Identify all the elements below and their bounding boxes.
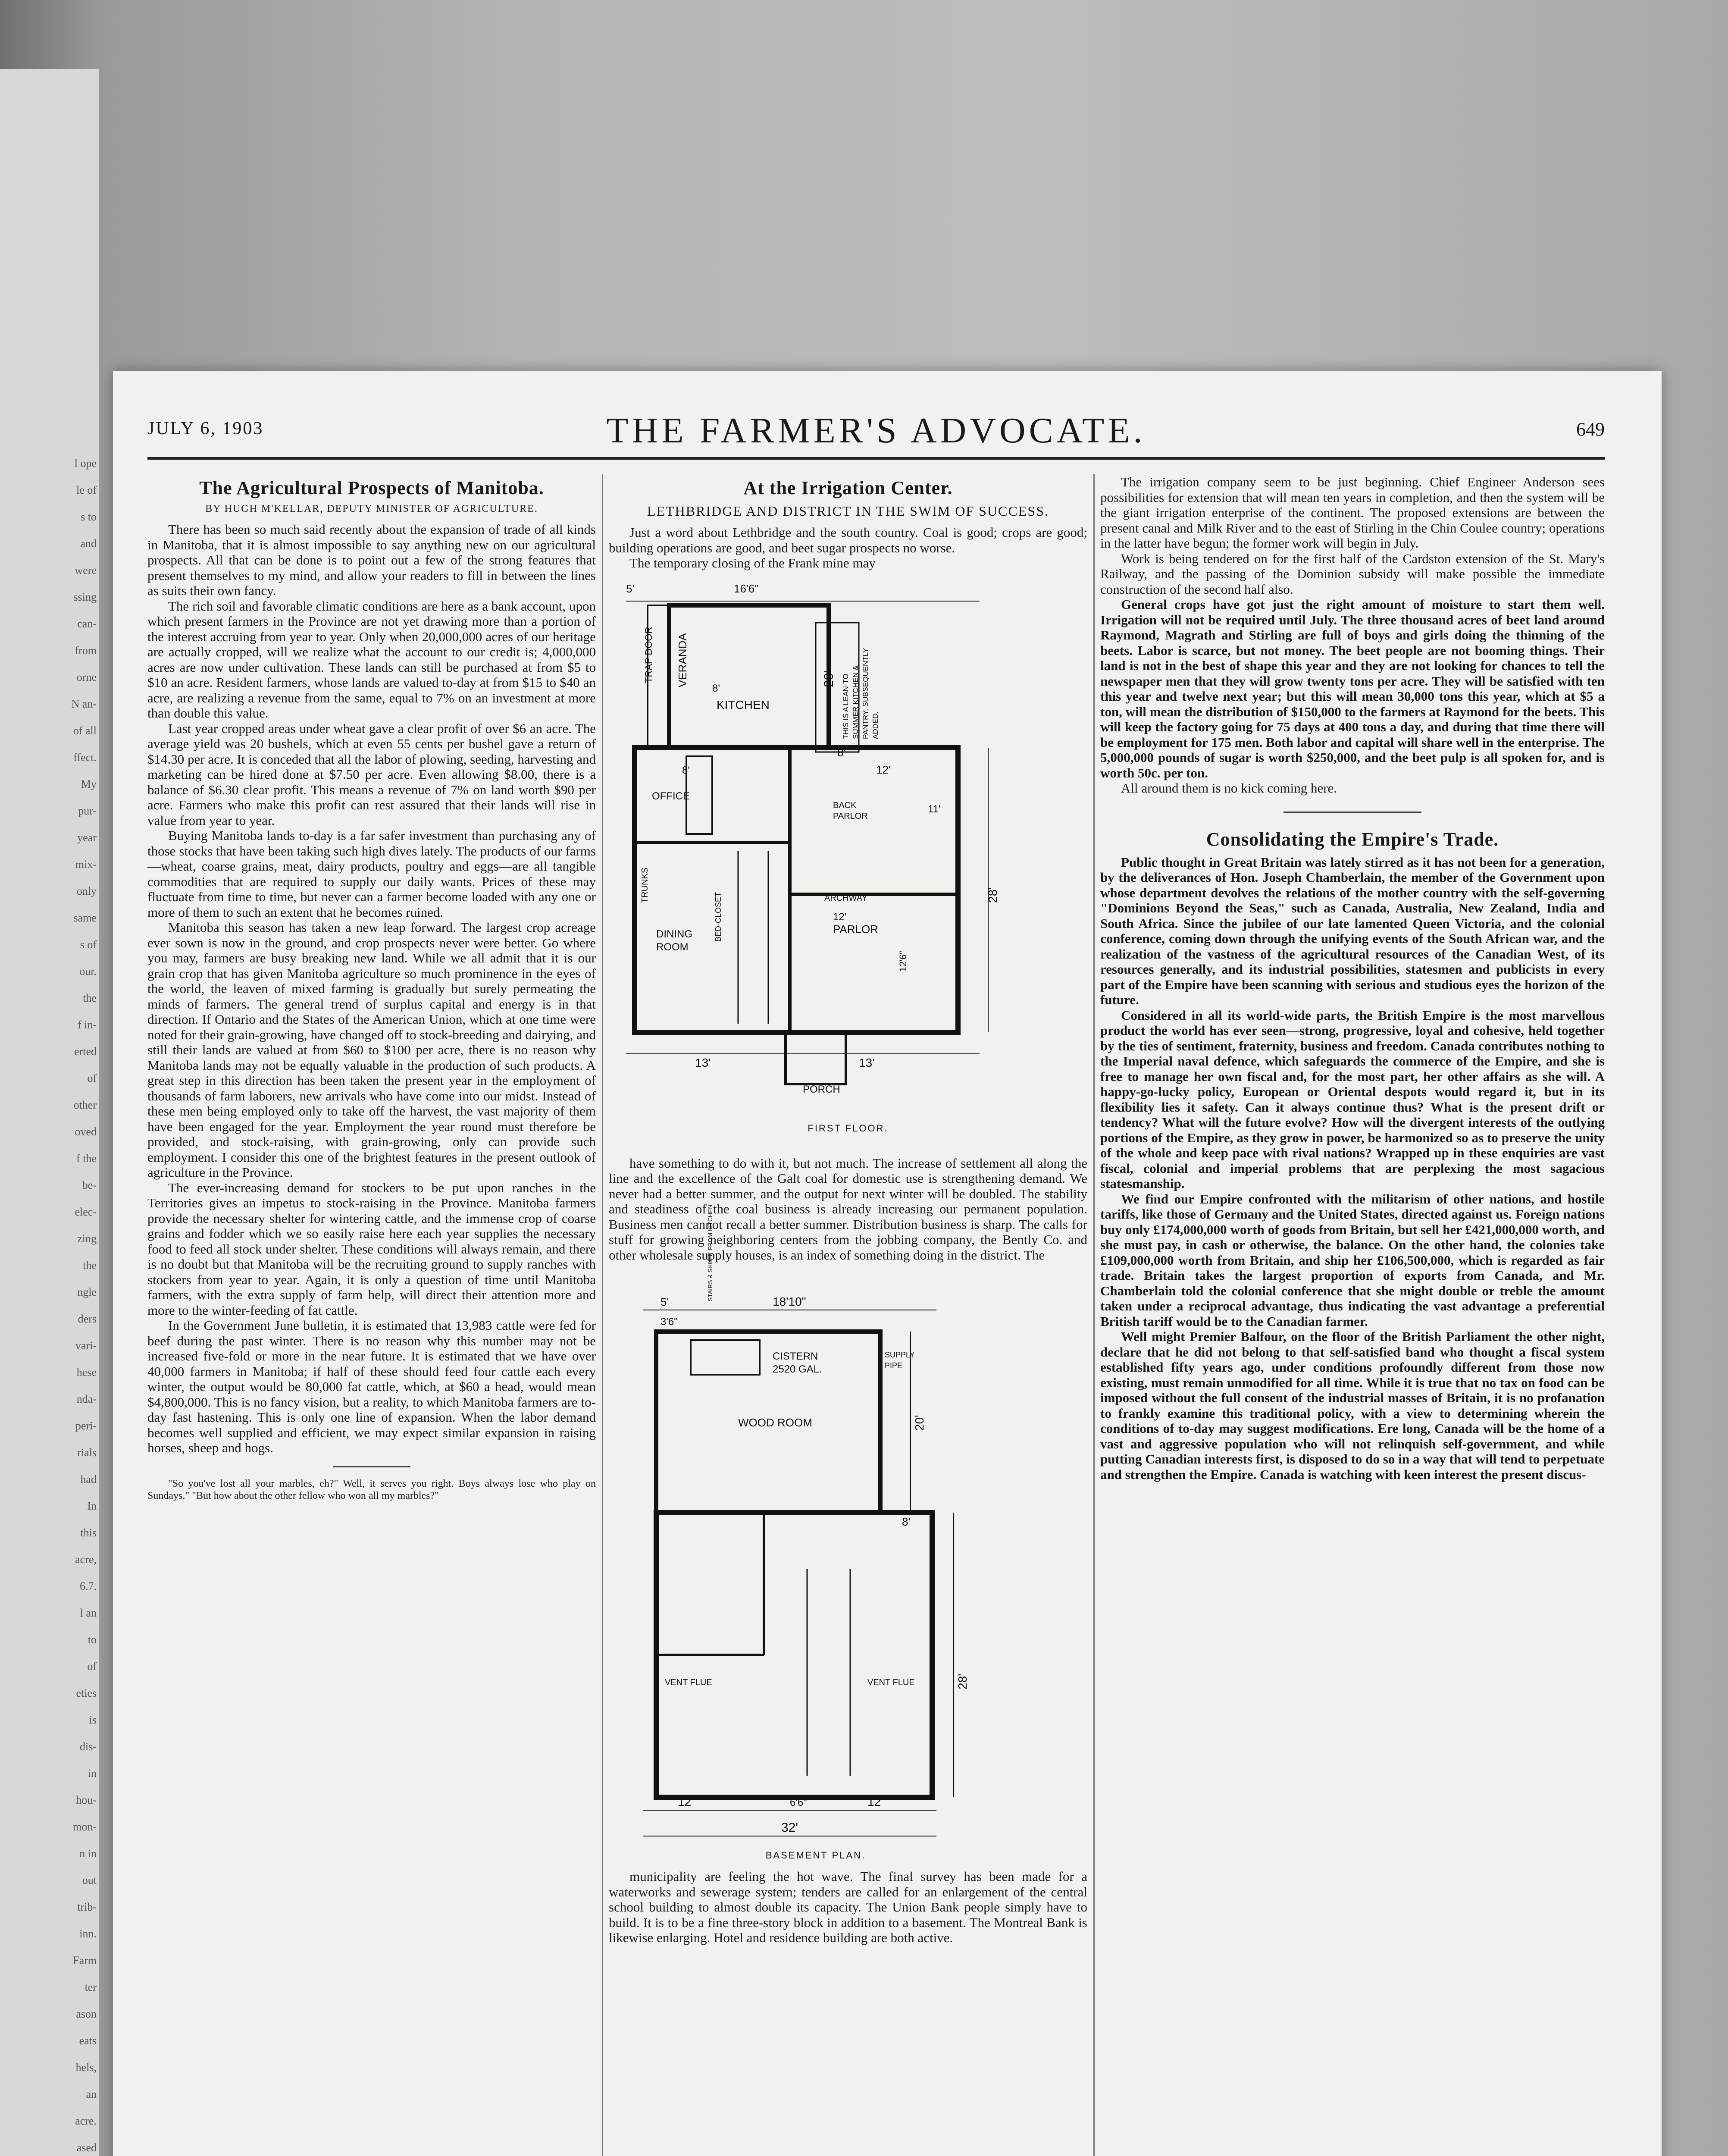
- plan-label: [661, 1295, 669, 1308]
- previous-page-fragment: to: [88, 1633, 97, 1646]
- previous-page-fragment: and: [80, 537, 97, 550]
- previous-page-edge: [0, 69, 99, 2156]
- previous-page-fragment: hou-: [76, 1794, 97, 1806]
- previous-page-fragment: out: [82, 1874, 97, 1887]
- previous-page-fragment: l ope: [74, 457, 97, 470]
- previous-page-fragment: same: [73, 912, 97, 924]
- previous-page-fragment: erted: [74, 1045, 97, 1058]
- plan-label: [640, 867, 650, 903]
- previous-page-fragment: s of: [80, 938, 97, 951]
- plan-label: [661, 1316, 678, 1328]
- first-floor-plan: [609, 575, 1087, 1149]
- previous-page-fragment: the: [83, 1259, 97, 1272]
- svg-text:13': 13': [695, 1056, 711, 1069]
- svg-text:VENT FLUE: VENT FLUE: [665, 1678, 712, 1687]
- plan-label: [665, 1678, 712, 1687]
- svg-text:PIPE: PIPE: [885, 1361, 903, 1370]
- svg-text:5': 5': [661, 1295, 669, 1308]
- previous-page-fragment: peri-: [75, 1420, 97, 1432]
- article-paragraph: have something to do with it, but not much. The increase of settlement all along the line and the excellence of the Galt coal for domestic use is strengthening demand. We never had a better summer, and the output for next winter will be doubled. The stability and steadiness of the coal business is already increasing our permanent population. Business men cannot recall a better summer. Distribution business is sharp. The calls for stuff for growing neighboring centers from the jobbing company, the Bently Co. and other wholesale supply houses, is an index of something doing in the district. The: [609, 1155, 1087, 1263]
- plan-label: [824, 893, 867, 903]
- previous-page-fragment: eties: [76, 1687, 97, 1699]
- svg-text:BACK: BACK: [833, 800, 857, 810]
- previous-page-fragment: trib-: [77, 1901, 97, 1913]
- svg-text:12': 12': [833, 911, 847, 923]
- filler-quote: "So you've lost all your marbles, eh?" Well, it serves you right. Boys always lose who play on Sundays." "But how about the other fellow who won all my marbles?": [147, 1478, 596, 1501]
- article-paragraph: Just a word about Lethbridge and the south country. Coal is good; crops are good; building operations are good, and beet sugar prospects no worse.: [609, 525, 1087, 555]
- plan-label: [861, 648, 870, 739]
- plan-label: [833, 911, 846, 923]
- svg-text:28': 28': [956, 1673, 969, 1689]
- svg-text:18'10": 18'10": [773, 1295, 806, 1308]
- svg-text:20': 20': [913, 1415, 926, 1431]
- article-paragraph: There has been so much said recently about the expansion of trade of all kinds in Manitoba, that it is almost impossible to say anything new on our agricultural prospects. All that can be done is to point out a few of the strong features that present themselves to my mind, and allow your readers to fill in between the lines as suits their own fancy.: [147, 522, 596, 598]
- previous-page-fragment: only: [76, 885, 97, 897]
- svg-text:PORCH: PORCH: [803, 1083, 840, 1095]
- previous-page-fragment: acre.: [75, 2115, 97, 2127]
- article-paragraph: municipality are feeling the hot wave. The final survey has been made for a waterworks and sewerage system; tenders are called for an enlargement of the central school building to almost double its capacity. The Union Bank people simply have to build. It is to be a fine three-story block in addition to a basement. The Montreal Bank is likewise enlarging. Hotel and residence building are both active.: [609, 1869, 1087, 1945]
- article-title: At the Irrigation Center.: [743, 477, 953, 498]
- header-date: JULY 6, 1903: [147, 419, 264, 439]
- plan-label: [734, 582, 759, 595]
- plan-label: [867, 1678, 915, 1687]
- previous-page-fragment: acre,: [75, 1553, 97, 1566]
- column-1: [147, 474, 596, 1502]
- plan-label: [885, 1361, 902, 1370]
- svg-text:16'6": 16'6": [734, 582, 759, 595]
- plan-label: [773, 1363, 822, 1375]
- svg-text:VENT FLUE: VENT FLUE: [867, 1678, 915, 1687]
- previous-page-fragment: this: [80, 1526, 97, 1539]
- article-paragraph: Buying Manitoba lands to-day is a far safer investment than purchasing any of those stocks that have been taking such high dives lately. The products of our farms—wheat, coarse grains, meat, dairy products, poultry and eggs—are all tangible commodities that are required to supply our daily wants. Prices of these may fluctuate from time to time, but never can a farmer become loaded with any one or more of them to such an extent that he becomes ruined.: [147, 828, 596, 920]
- plan-label: [773, 1351, 818, 1362]
- previous-page-fragment: from: [75, 644, 97, 657]
- svg-text:PANTRY, SUBSEQUENTLY: PANTRY, SUBSEQUENTLY: [861, 648, 870, 739]
- plan-label: [867, 1795, 883, 1808]
- svg-text:6'6": 6'6": [790, 1797, 807, 1808]
- plan-label: [902, 1515, 910, 1528]
- previous-page-fragment: ders: [78, 1313, 97, 1325]
- svg-text:PARLOR: PARLOR: [833, 811, 868, 821]
- svg-text:13': 13': [859, 1056, 875, 1069]
- svg-text:CISTERN: CISTERN: [773, 1351, 818, 1362]
- plan-label: [803, 1084, 840, 1095]
- article-paragraph: Well might Premier Balfour, on the floor of the British Parliament the other night, declare that he did not belong to that self-satisfied band who thought a fiscal system established fifty years ago, under conditions profoundly different from those now existing, must remain unmodified for all time. While it is true that no tax on food can be imposed without the full consent of the industrial masses of Britain, it is no profanation to frankly examine this traditional policy, with a view to determining wherein the conditions of to-day may suggest modifications. Ere long, Canada will be the home of a vast and aggressive population who will not relinquish self-government, and while putting Canadian interests first, is disposed to do so in a way that will tend to perpetuate and strengthen the Empire. Canada is watching with keen interest the present discus-: [1100, 1329, 1605, 1482]
- plan-label: [837, 746, 845, 759]
- plan-label: [656, 941, 689, 953]
- column-rule: [1093, 474, 1095, 2156]
- plan-label: [626, 582, 634, 595]
- previous-page-fragment: is: [89, 1714, 97, 1726]
- article-paragraph: The ever-increasing demand for stockers to be put upon ranches in the Territories gives an impetus to stock-raising in the Province. Manitoba farmers provide the necessary shelter for wintering cattle, and the immense crop of coarse grains and fodder which we so easily raise here each year supplies the necessary food to feed all stock under shelter. These conditions will always remain, and there is no doubt but that Manitoba will be the recruiting ground to supply ranches with stockers from year to year. Again, it is only a question of time until Manitoba farmers, with the extra supply of farm help, will direct their attention more and more to the winter-feeding of fat cattle.: [147, 1180, 596, 1318]
- previous-page-fragment: ssing: [73, 591, 97, 603]
- article-paragraph: All around them is no kick coming here.: [1121, 780, 1337, 796]
- article-title: The Agricultural Prospects of Manitoba.: [199, 477, 544, 498]
- article-subhead: LETHBRIDGE AND DISTRICT IN THE SWIM OF SUCCESS.: [647, 503, 1049, 519]
- previous-page-fragment: other: [73, 1099, 97, 1111]
- svg-text:VERANDA: VERANDA: [676, 633, 689, 687]
- svg-text:3'6": 3'6": [661, 1316, 678, 1328]
- article-paragraph: In the Government June bulletin, it is estimated that 13,983 cattle were fed for beef during the past winter. There is no reason why this number may not be increased five-fold or more in the near future. It is estimated that we have over 40,000 farmers in Manitoba; if half of these should feed four cattle each every winter, the output would be 80,000 fat cattle, which, at $60 a head, would mean $4,800,000. This is no fancy vision, but a reality, to which Manitoba farmers are to-day fast hastening. This is only one line of expansion. When the labor demand becomes well supplied and efficient, we may expect similar expansion in raising horses, sheep and hogs.: [147, 1318, 596, 1455]
- svg-text:FIRST FLOOR.: FIRST FLOOR.: [808, 1122, 889, 1134]
- previous-page-fragment: My: [81, 778, 97, 790]
- previous-page-fragment: hese: [76, 1366, 97, 1379]
- svg-text:2520 GAL.: 2520 GAL.: [773, 1363, 822, 1375]
- svg-text:ROOM: ROOM: [656, 941, 689, 953]
- plan-label: [712, 683, 720, 694]
- previous-page-fragment: of: [87, 1660, 97, 1673]
- article-byline: BY HUGH M'KELLAR, DEPUTY MINISTER OF AGRICULTURE.: [205, 503, 538, 514]
- plan-label: [643, 627, 654, 683]
- plan-label: [717, 698, 770, 711]
- previous-page-fragment: mix-: [75, 858, 97, 871]
- svg-text:PARLOR: PARLOR: [833, 922, 878, 936]
- svg-text:12': 12': [867, 1795, 883, 1808]
- previous-page-fragment: of: [87, 1072, 97, 1084]
- previous-page-fragment: ased: [76, 2141, 97, 2154]
- svg-text:8': 8': [902, 1515, 911, 1528]
- previous-page-fragment: ngle: [77, 1286, 97, 1298]
- previous-page-fragment: rials: [77, 1446, 97, 1459]
- previous-page-fragment: vari-: [75, 1339, 97, 1352]
- plan-label: [707, 1204, 714, 1301]
- previous-page-fragment: dis-: [80, 1740, 97, 1753]
- newspaper-page: [113, 371, 1662, 2156]
- article-paragraph: Public thought in Great Britain was lately stirred as it has not been for a generation, by the deliverances of Hon. Joseph Chamberlain, the member of the Government upon whose department devolves the relations of the mother country with the self-governing "Dominions Beyond the Seas," such as Canada, Australia, New Zealand, India and South Africa. Since the jubilee of our late lamented Queen Victoria, and the colonial conference, coming down through the unifying events of the South African war, and the realization of the vastness of the agricultural resources of the Canadian West, of its resources generally, and its industrial possibilities, statesmen and publicists in every part of the Empire have been scanning with serious and studious eyes the horizon of the future.: [1100, 854, 1605, 1007]
- plan-label: [898, 951, 908, 972]
- svg-text:BED-CLOSET: BED-CLOSET: [714, 892, 723, 942]
- previous-page-fragment: our.: [79, 965, 97, 978]
- previous-page-fragment: in: [88, 1767, 97, 1780]
- svg-text:28': 28': [986, 887, 999, 903]
- plan-label: [833, 801, 857, 810]
- svg-text:WOOD ROOM: WOOD ROOM: [738, 1416, 812, 1429]
- previous-page-fragment: N an-: [71, 698, 97, 710]
- plan-label: [695, 1056, 711, 1069]
- article-paragraph: The irrigation company seem to be just beginning. Chief Engineer Anderson sees possibilities for extension that will mean ten years in completion, and then the system will be the giant irrigation enterprise of the continent. The proposed extensions are between the present canal and Milk River and to the east of Stirling in the Chin Coulee country; operations in the latter have begun; the former work will begin in July.: [1100, 474, 1605, 551]
- svg-text:8': 8': [712, 682, 720, 694]
- svg-text:12': 12': [678, 1795, 694, 1808]
- article-paragraph: We find our Empire confronted with the militarism of other nations, and hostile tariffs, like those of Germany and the United States, directed against us. Foreign nations buy only £174,000,000 worth of goods from Britain, but sell her £421,000,000 worth, and she must pay, in cash or otherwise, the balance. On the other hand, the colonies take £109,000,000 worth from Britain, and ship her £106,500,000, which is regarded as fair trade. Britain takes the largest proportion of exports from Canada, and Mr. Chamberlain told the colonial conference that she might double or treble the amount taken under a reciprocal advantage, thus indicating the vast advantage a preferential British tariff would be to the Canadian farmer.: [1100, 1191, 1605, 1329]
- previous-page-fragment: the: [83, 992, 97, 1004]
- previous-page-fragment: nda-: [76, 1393, 97, 1405]
- svg-text:ARCHWAY: ARCHWAY: [824, 893, 867, 903]
- plan-label: [871, 711, 880, 739]
- svg-text:OFFICE: OFFICE: [652, 790, 690, 802]
- previous-page-fragment: of all: [73, 724, 97, 737]
- column-3: [1100, 474, 1605, 1482]
- previous-page-fragment: le of: [76, 484, 97, 496]
- previous-page-fragment: elec-: [75, 1206, 97, 1218]
- plan-label: [822, 670, 836, 687]
- svg-text:SUPPLY: SUPPLY: [885, 1351, 915, 1359]
- plan-label: [676, 633, 689, 687]
- plan-caption: [808, 1123, 888, 1134]
- previous-page-fragment: zing: [77, 1232, 97, 1245]
- article-title: Consolidating the Empire's Trade.: [1206, 828, 1499, 850]
- plan-label: [928, 803, 941, 815]
- svg-text:11': 11': [928, 803, 941, 815]
- plan-label: [678, 1795, 694, 1808]
- previous-page-fragment: eats: [79, 2034, 97, 2047]
- svg-text:ADDED.: ADDED.: [871, 711, 880, 739]
- svg-text:BASEMENT PLAN.: BASEMENT PLAN.: [765, 1850, 866, 1861]
- masthead-title: THE FARMER'S ADVOCATE.: [606, 411, 1146, 451]
- previous-page-fragment: l an: [80, 1607, 97, 1619]
- article-paragraph: Manitoba this season has taken a new leap forward. The largest crop acreage ever sown is now in the ground, and crop prospects never were better. Go where you may, farmers are busy breaking new land. While we all admit that it is our grain crop that has given Manitoba agriculture so much prominence in the eyes of the world, the leaven of mixed farming is gradually but surely permeating the minds of farmers. The general trend of surplus capital and energy is in that direction. If Ontario and the States of the American Union, which at one time were noted for their grain-growing, have changed off to stock-breeding and dairying, and still their lands are valued at from $60 to $100 per acre, there is no reason why Manitoba lands may not be equally valuable in the production of such products. A great step in this direction has been taken the present year in the employment of thousands of farm laborers, new arrivals who have come into our midst. Instead of these men being employed only to take off the harvest, the vast majority of them have been engaged for the year. Employment the year round must therefore be provided, and stock-raising, with grain-growing, only can provide such employment. I consider this one of the brightest features in the present outlook of agriculture in the Province.: [147, 920, 596, 1180]
- plan-label: [682, 765, 690, 776]
- previous-page-fragment: can-: [77, 617, 97, 630]
- previous-page-fragment: f in-: [77, 1018, 97, 1031]
- previous-page-fragment: 6.7.: [80, 1580, 97, 1592]
- plan-label: [833, 923, 878, 936]
- plan-label: [885, 1351, 915, 1359]
- previous-page-fragment: oved: [75, 1125, 97, 1138]
- previous-page-fragment: year: [77, 831, 97, 844]
- article-paragraph: The temporary closing of the Frank mine may: [629, 555, 876, 570]
- svg-text:TRUNKS: TRUNKS: [640, 867, 650, 903]
- plan-label: [956, 1674, 969, 1690]
- header-rule: [147, 457, 1605, 460]
- svg-text:TRAP DOOR: TRAP DOOR: [643, 627, 654, 683]
- previous-page-fragment: Farm: [73, 1954, 97, 1967]
- previous-page-fragment: mon-: [73, 1821, 97, 1833]
- previous-page-fragment: hels,: [75, 2061, 97, 2074]
- previous-page-fragment: ffect.: [73, 751, 97, 764]
- previous-page-fragment: In: [87, 1500, 97, 1512]
- article-paragraph: Last year cropped areas under wheat gave a clear profit of over $6 an acre. The average yield was 20 bushels, which at even 55 cents per bushel gave a return of $14.30 per acre. It is conceded that all the labor of plowing, seeding, harvesting and marketing can be hired done at $7.50 per acre. Even allowing $8.00, there is a balance of $6.30 clear profit. This means a revenue of 7% on land worth $90 per acre. Farmers who make this profit can rest assured that their lands will rise in value from year to year.: [147, 721, 596, 828]
- previous-page-fragment: pur-: [78, 805, 97, 817]
- plan-label: [859, 1056, 875, 1069]
- svg-text:DINING: DINING: [656, 928, 692, 940]
- article-paragraph: The rich soil and favorable climatic conditions are here as a bank account, upon which present farmers in the Province are not yet drawing more than a portion of the interest accruing from year to year. Only when 20,000,000 acres of our heritage are actually cropped, will we realize what the account to our credit is; 4,000,000 acres are now under cultivation. These lands can still be purchased at from $5 to $10 an acre. Resident farmers, whose lands are valued to-day at from $15 to $40 an acre, are realizing a revenue from the same, equal to 7% on an investment at more than double this value.: [147, 598, 596, 721]
- previous-page-fragment: were: [75, 564, 97, 577]
- plan-label: [833, 812, 868, 821]
- previous-page-fragment: ason: [76, 2008, 97, 2020]
- separator: [1283, 812, 1421, 813]
- plan-label: [714, 892, 723, 941]
- svg-text:8': 8': [837, 746, 846, 759]
- plan-label: [851, 665, 860, 739]
- plan-label: [790, 1797, 807, 1808]
- svg-text:5': 5': [626, 582, 635, 595]
- svg-text:THIS IS A LEAN-TO: THIS IS A LEAN-TO: [842, 673, 850, 739]
- article-paragraph: Work is being tendered on for the first half of the Cardston extension of the St. Mary's Railway, and the passing of the Dominion subsidy will make possible the immediate construction of the second half also.: [1100, 551, 1605, 597]
- previous-page-fragment: had: [80, 1473, 97, 1485]
- plan-label: [986, 887, 999, 903]
- previous-page-fragment: s to: [81, 511, 97, 523]
- svg-text:12': 12': [876, 763, 891, 776]
- plan-label: [913, 1415, 926, 1431]
- plan-label: [652, 790, 690, 802]
- plan-label: [773, 1295, 806, 1308]
- plan-label: [781, 1821, 798, 1835]
- previous-page-fragment: orne: [76, 671, 97, 683]
- article-paragraph: Considered in all its world-wide parts, the British Empire is the most marvellous product the world has ever seen—strong, progressive, loyal and cohesive, held together by the ties of sentiment, fraternity, business and freedom. Canada contributes nothing to the Imperial naval defence, which safeguards the commerce of the Empire, and she is free to manage her own fiscal and, for the most part, her other affairs as she will. A happy-go-lucky policy, European or Oriental despots would regard it, but in its flexibility lies it safety. Can it always continue thus? What is the present drift or tendency? What will the future evolve? How will the divergent interests of the outlying portions of the Empire, as they grow in power, be harmonized so as to preserve the unity of the whole and keep pace with rival nations? Wrapped up in these enquiries are vast fiscal, colonial and imperial problems that are perplexing the most sagacious statesmanship.: [1100, 1007, 1605, 1191]
- column-rule: [602, 474, 603, 2156]
- svg-text:8': 8': [682, 764, 690, 776]
- previous-page-fragment: f the: [76, 1152, 97, 1165]
- svg-text:KITCHEN: KITCHEN: [717, 698, 770, 711]
- svg-text:12'6": 12'6": [898, 950, 908, 972]
- column-2: [609, 474, 1087, 1946]
- previous-page-fragment: inn.: [79, 1927, 97, 1940]
- separator: [333, 1466, 410, 1467]
- previous-page-fragment: be-: [82, 1179, 97, 1191]
- page-number: 649: [1576, 419, 1605, 440]
- article-paragraph: General crops have got just the right amount of moisture to start them well. Irrigation will not be required until July. The three thousand acres of beet land around Raymond, Magrath and Stirling are full of boys and girls doing the thinning of the beets. Labor is scarce, but not money. The beet people are not booming things. Their land is not in the best of shape this year and they are not looking for chances to tell the newspaper men that they will grow twenty tons per acre. They will be satisfied with ten this year and twelve next year; but this will mean 30,000 tons this year, which at $5 a ton, will mean the distribution of $150,000 to the farmers at Raymond for the beets. This will keep the factory going for 75 days at 400 tons a day, and during that time there will be employment for 175 men. Both labor and capital will share well in the enterprise. The 5,000,000 pounds of sugar is worth $250,000, and the beet pulp is all spoken for, and is worth 50c. per ton.: [1100, 597, 1605, 780]
- svg-text:STAIRS & SHUTE FROM KITCHEN: STAIRS & SHUTE FROM KITCHEN: [707, 1204, 714, 1301]
- plan-caption: [766, 1850, 866, 1861]
- previous-page-fragment: n in: [79, 1847, 97, 1860]
- previous-page-fragment: ter: [85, 1981, 97, 1993]
- plan-label: [842, 674, 850, 739]
- svg-text:20': 20': [822, 670, 836, 687]
- plan-label: [656, 928, 692, 940]
- plan-label: [738, 1416, 812, 1429]
- page-header: [147, 410, 1605, 457]
- previous-page-fragment: an: [86, 2088, 97, 2100]
- svg-text:SUMMER KITCHEN &: SUMMER KITCHEN &: [851, 665, 860, 739]
- svg-text:32': 32': [781, 1821, 798, 1835]
- plan-label: [876, 763, 891, 776]
